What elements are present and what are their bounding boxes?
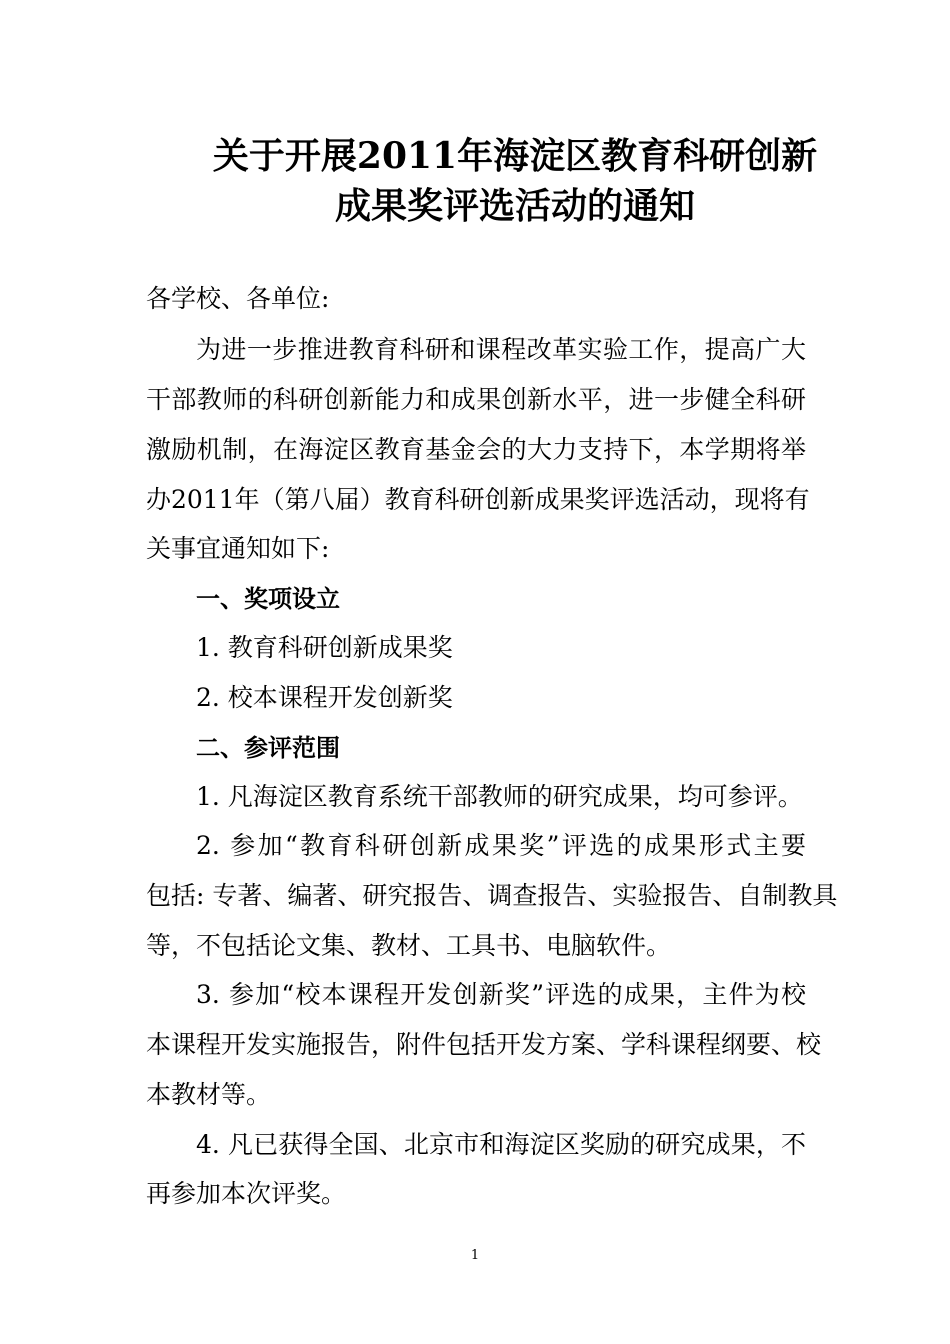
scope-item-2-line: 等，不包括论文集、教材、工具书、电脑软件。	[146, 931, 672, 960]
scope-item-4-line: 再参加本次评奖。	[146, 1179, 347, 1208]
document-title-line-1: 关于开展2011年海淀区教育科研创新	[212, 135, 818, 177]
intro-line: 干部教师的科研创新能力和成果创新水平，进一步健全科研	[146, 385, 806, 414]
scope-item-1: 1. 凡海淀区教育系统干部教师的研究成果，均可参评。	[196, 782, 803, 811]
section-heading-awards: 一、奖项设立	[196, 585, 340, 613]
scope-item-2-line: 包括: 专著、编著、研究报告、调查报告、实验报告、自制教具	[146, 881, 838, 910]
intro-line: 关事宜通知如下:	[146, 534, 330, 563]
section-heading-scope: 二、参评范围	[196, 734, 340, 762]
scope-item-3-line: 本教材等。	[146, 1080, 272, 1109]
scope-item-3-line: 3. 参加“校本课程开发创新奖”评选的成果，主件为校	[196, 980, 806, 1009]
award-item: 2. 校本课程开发创新奖	[196, 683, 453, 712]
award-item: 1. 教育科研创新成果奖	[196, 633, 453, 662]
intro-line: 激励机制，在海淀区教育基金会的大力支持下，本学期将举	[146, 435, 806, 464]
intro-line: 为进一步推进教育科研和课程改革实验工作，提高广大	[196, 335, 806, 364]
scope-item-3-line: 本课程开发实施报告，附件包括开发方案、学科课程纲要、校	[146, 1030, 822, 1059]
scope-item-2-line: 2. 参加“教育科研创新成果奖”评选的成果形式主要	[196, 831, 806, 860]
document-title-line-2: 成果奖评选活动的通知	[334, 185, 695, 227]
page-number: 1	[470, 1248, 480, 1263]
intro-line: 办2011年（第八届）教育科研创新成果奖评选活动，现将有	[146, 485, 810, 514]
scope-item-4-line: 4. 凡已获得全国、北京市和海淀区奖励的研究成果，不	[196, 1130, 806, 1159]
salutation: 各学校、各单位:	[146, 284, 330, 313]
